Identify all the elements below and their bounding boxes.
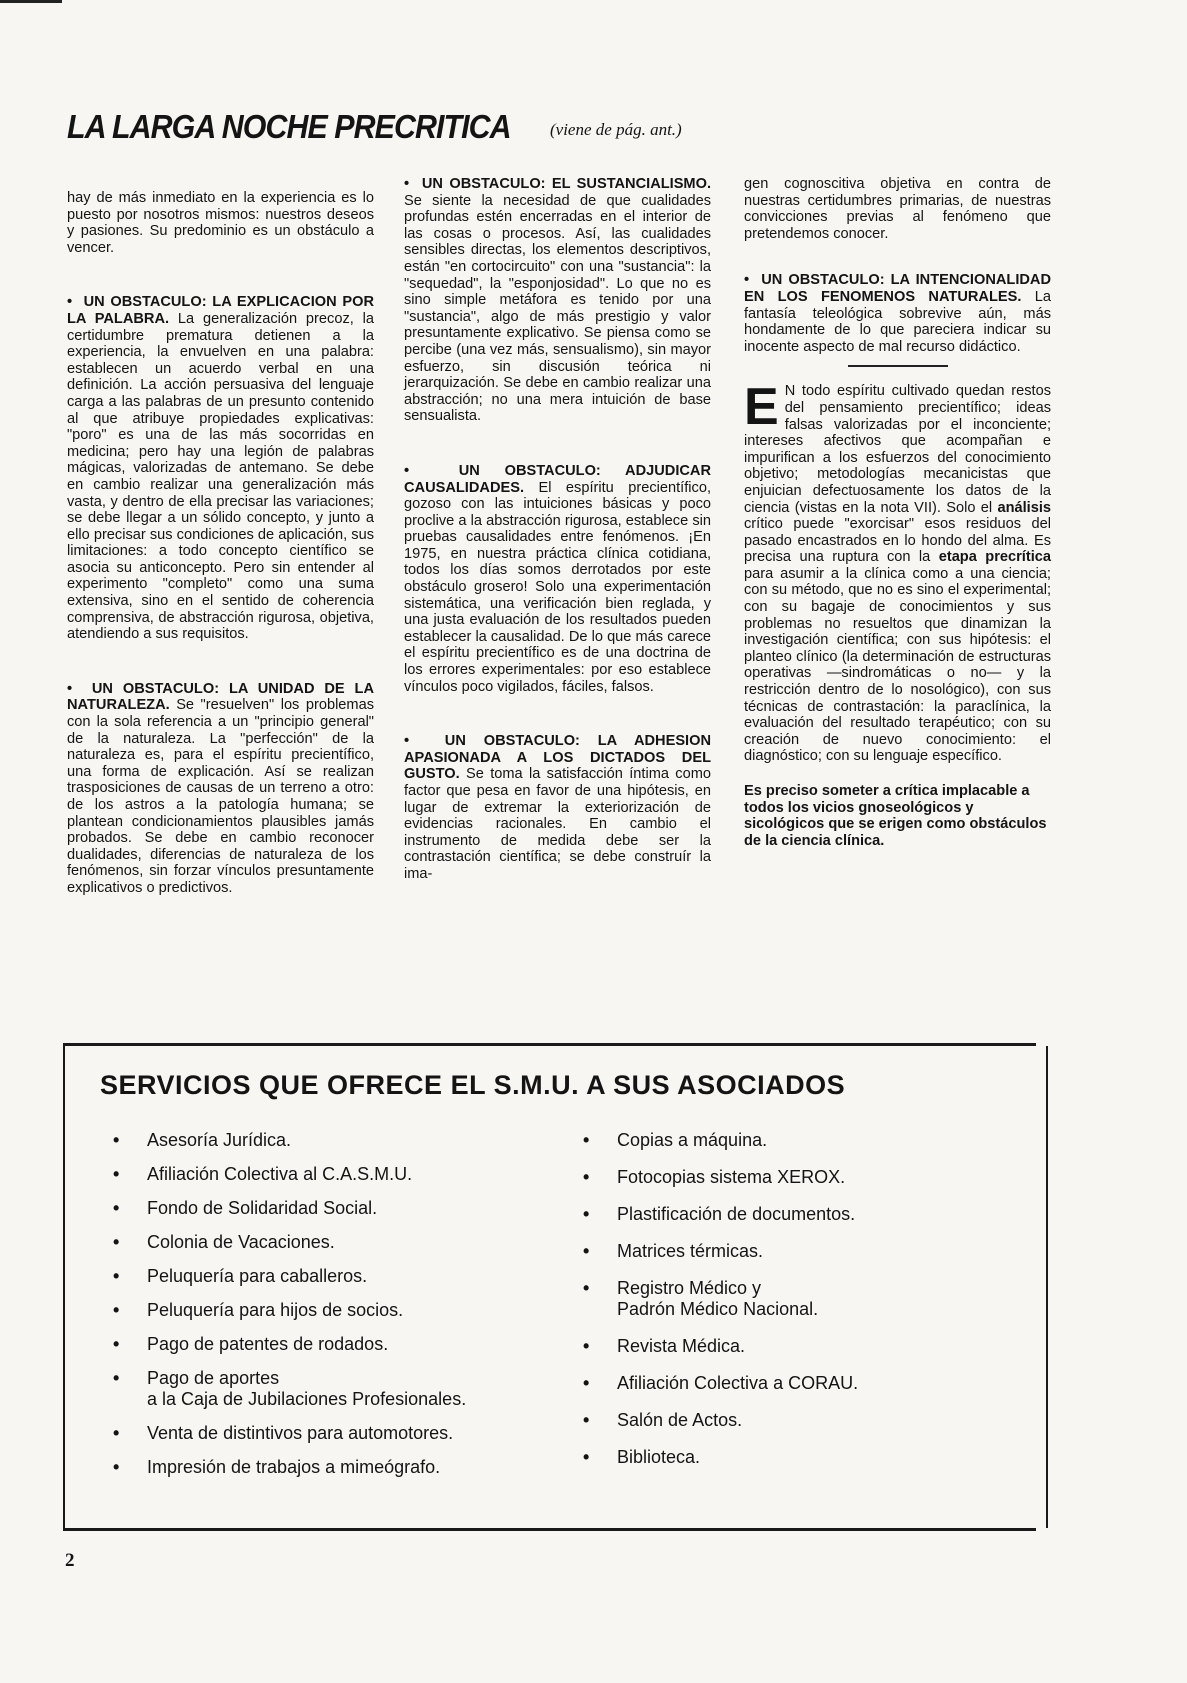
services-list-right <box>583 1130 1003 1484</box>
obstacle-body: Se toma la satisfacción íntima como factor que pesa en favor de una hipótesis, en lugar de extremar la exteriorización de evidencias racionales. En cambio el instrumento de medida debe ser la contrastación científica; se debe construír la ima- <box>404 766 711 882</box>
box-left-border <box>63 1046 65 1528</box>
obstacle-section <box>404 176 711 425</box>
service-item: • Revista Médica. <box>583 1336 1003 1357</box>
obstacle-body: La fantasía teleológica sobrevive aún, más hondamente de lo que pareciera indicar su inocente aspecto de mal recurso didáctico. <box>744 288 1051 355</box>
service-item: • Pago de aportes a la Caja de Jubilaciones Profesionales. <box>113 1368 553 1410</box>
obstacle-section <box>404 463 711 695</box>
obstacle-section <box>67 294 374 642</box>
obstacle-body: Se "resuelven" los problemas con la sola referencia a un "principio general" de la naturaleza. La "perfección" de la naturaleza es, para el espíritu precientífico, una forma de explicación. Así se realizan trasposiciones de causas de un terreno a otro: de los astros a la patología humana; se plantean condicionamientos plausibles jamás probados. Se debe en cambio reconocer dualidades, diferencias de naturaleza de los fenómenos, sin forzar vínculos presuntamente explicativos o predictivos. <box>67 697 374 896</box>
service-item: • Copias a máquina. <box>583 1130 1003 1151</box>
service-item: • Afiliación Colectiva a CORAU. <box>583 1373 1003 1394</box>
obstacle-body: La generalización precoz, la certidumbre prematura detienen a la experiencia, la envuelven en una palabra: establecen un acuerdo verbal en una definición. La acción persuasiva del lenguaje carga a las palabras de un presunto contenido al que atribuye propiedades explicativas: "poro" es una de las más socorridas en medicina; pero hay una legión de palabras mágicas, valorizadas de antemano. Se debe en cambio realizar una generalización más vasta, y dentro de ella precisar las variaciones; se debe llegar a un sólido concepto, y junto a ello precisar sus condiciones de aplicación, sus limitaciones: a todo concepto científico se asocia su anticoncepto. Pero sin entender al experimento "completo" como una suma extensiva, sino en el sentido de coherencia comprensiva, de abstracción rigurosa, objetiva, atendiendo a sus requisitos. <box>67 310 374 643</box>
obstacle-heading: UN OBSTACULO: EL SUSTANCIALISMO. <box>421 176 711 192</box>
service-item: • Plastificación de documentos. <box>583 1204 1003 1225</box>
service-item: • Afiliación Colectiva al C.A.S.M.U. <box>113 1164 553 1185</box>
bullet-icon: • <box>404 462 459 479</box>
text-column-3 <box>744 176 1051 864</box>
bullet-icon: • <box>67 294 84 311</box>
obstacle-body: El espíritu precientífico, gozoso con las intuiciones básicas y poco proclive a la abstracción rigurosa, establece sin pruebas causalidades entre fenómenos. ¡En 1975, en nuestra práctica clínica cotidiana, todos los días somos derrotados por este obstáculo grosero! Solo una experimentación sistemática, una verificación bien reglada, y una justa evaluación de los resultados pueden establecer la causalidad. De lo que más carece el espíritu precientífico es de una doctrina de los errores experimentales: por eso establece vínculos poco vigilados, fáciles, falsos. <box>404 479 711 695</box>
service-item: • Registro Médico y Padrón Médico Nacional. <box>583 1278 1003 1320</box>
bullet-icon: • <box>744 272 762 289</box>
service-item: • Colonia de Vacaciones. <box>113 1232 553 1253</box>
paragraph: gen cognoscitiva objetiva en contra de nuestras certidumbres primarias, de nuestras convicciones previas al fenómeno que pretendemos conocer. <box>744 176 1051 242</box>
obstacle-section <box>744 272 1051 355</box>
article-header <box>67 108 682 146</box>
service-item: • Asesoría Jurídica. <box>113 1130 553 1151</box>
service-item: • Salón de Actos. <box>583 1410 1003 1431</box>
service-item: • Impresión de trabajos a mimeógrafo. <box>113 1457 553 1478</box>
obstacle-heading: UN OBSTACULO: LA INTENCIONALIDAD EN LOS FENOMENOS NATURALES. <box>744 272 1051 305</box>
emphasis: etapa precrítica <box>938 549 1051 566</box>
conclusion-paragraph: E N todo espíritu cultivado quedan restos del pensamiento precientífico; ideas falsas valorizadas por el inconciente; intereses afectivos que acompañan e impurifican a los esfuerzos del conocimiento objetivo; metodologías mecanicistas que enjuician defectuosamente los datos de la ciencia (vistas en la nota VII). Solo el análisis crítico puede "exorcisar" esos residuos del pasado encastrados en lo hondo del alma. Es precisa una ruptura con la etapa precrítica para asumir a la clínica como a una ciencia; con su método, que no es sino el experimental; con su bagaje de conocimientos y sus problemas no resueltos que dinamizan la investigación científica; con sus hipótesis: el planteo clínico (la determinación de estructuras operativas —sindromáticas o no— y la restricción dentro de lo nosológico), con sus técnicas de contrastación: la paraclínica, la evaluación del resultado terapéutico; con su creación de nuevo conocimiento: el diagnóstico; con su lenguaje específico. <box>744 378 1052 765</box>
obstacle-body: Se siente la necesidad de que cualidades profundas estén encerradas en el interior de las cosas o procesos. Así, las cualidades sensibles directas, los elementos descriptivos, están "en cortocircuito" con una "sustancia": la "sequedad", la "esponjosidad". Lo que no es sino simple metáfora es tenido por una "sustancia", algo de más prestigio y valor presuntamente explicativo. Se piensa como se percibe (una vez más, sensualismo), sin mayor esfuerzo, sin discusión teórica ni jerarquización. Se debe en cambio realizar una abstracción; no una mera intuición de base sensualista. <box>404 192 711 425</box>
closing-statement: Es preciso someter a crítica implacable a todos los vicios gnoseológicos y sicológicos que se erigen como obstáculos de la ciencia clínica. <box>744 783 1047 849</box>
drop-cap: E <box>744 378 779 437</box>
service-item: • Peluquería para caballeros. <box>113 1266 553 1287</box>
obstacle-heading: UN OBSTACULO: LA UNIDAD DE LA NATURALEZA. <box>67 680 374 714</box>
service-item: • Fondo de Solidaridad Social. <box>113 1198 553 1219</box>
service-item: • Fotocopias sistema XEROX. <box>583 1167 1003 1188</box>
obstacle-heading: UN OBSTACULO: ADJUDICAR CAUSALIDADES. <box>404 462 712 496</box>
bullet-icon: • <box>404 176 422 192</box>
text-column-2 <box>404 176 711 921</box>
service-item: • Pago de patentes de rodados. <box>113 1334 553 1355</box>
service-item: • Biblioteca. <box>583 1447 1003 1468</box>
obstacle-section <box>67 681 374 897</box>
obstacle-heading: UN OBSTACULO: LA EXPLICACION POR LA PALABRA. <box>67 294 375 327</box>
emphasis: análisis <box>997 499 1052 516</box>
services-list-left <box>113 1130 553 1491</box>
services-title: SERVICIOS QUE OFRECE EL S.M.U. A SUS ASOCIADOS <box>100 1070 846 1100</box>
page-number: 2 <box>65 1550 75 1571</box>
paragraph: hay de más inmediato en la experiencia es lo puesto por nosotros mismos: nuestros deseos y pasiones. Su predominio es un obstáculo a vencer. <box>67 190 374 256</box>
service-item: • Peluquería para hijos de socios. <box>113 1300 553 1321</box>
continuation-note: (viene de pág. ant.) <box>550 120 682 139</box>
box-right-border <box>1046 1046 1048 1528</box>
bullet-icon: • <box>404 733 445 750</box>
section-divider <box>848 365 948 367</box>
text-column-1 <box>67 190 374 935</box>
corner-rule <box>0 0 62 3</box>
bullet-icon: • <box>67 680 92 697</box>
service-item: • Venta de distintivos para automotores. <box>113 1423 553 1444</box>
obstacle-heading: UN OBSTACULO: LA ADHESION APASIONADA A LOS DICTADOS DEL GUSTO. <box>404 733 712 783</box>
services-box <box>63 1043 1036 1531</box>
obstacle-section <box>404 733 711 882</box>
service-item: • Matrices térmicas. <box>583 1241 1003 1262</box>
article-title: LA LARGA NOCHE PRECRITICA <box>67 108 511 145</box>
